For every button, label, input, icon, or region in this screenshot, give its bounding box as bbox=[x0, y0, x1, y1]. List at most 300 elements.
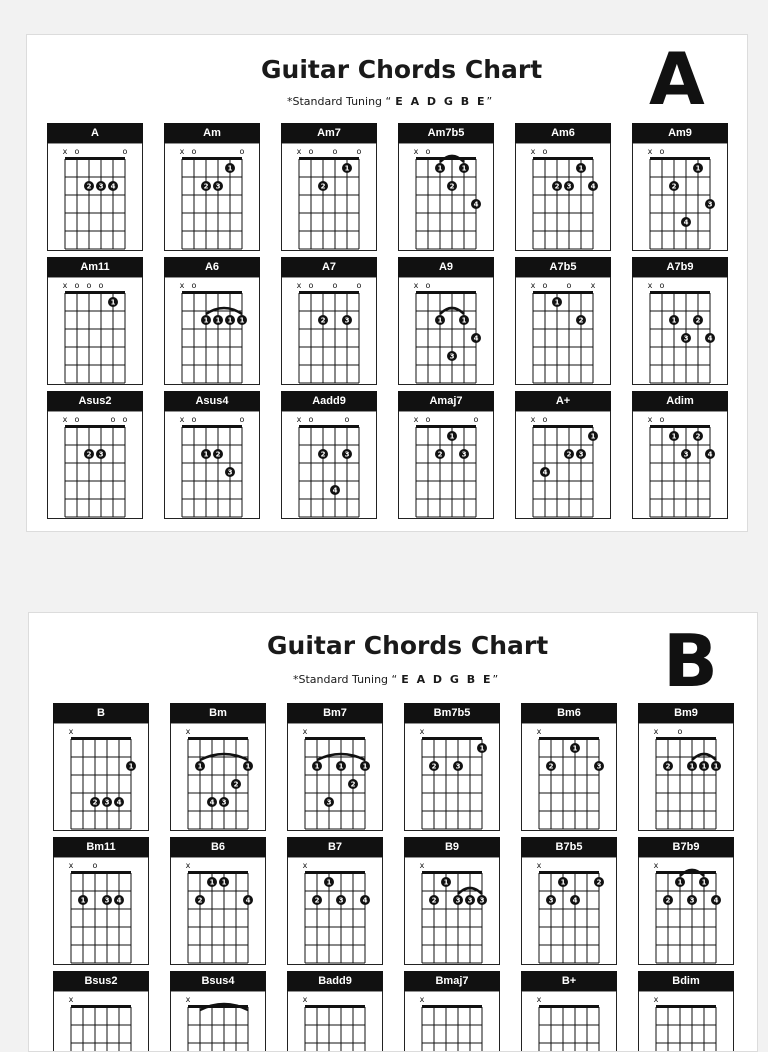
finger-number: 2 bbox=[548, 762, 554, 771]
chord-name: A6 bbox=[164, 257, 260, 277]
nut bbox=[533, 425, 593, 428]
chord-card bbox=[521, 837, 617, 965]
nut bbox=[422, 871, 482, 874]
chord-name: A7b5 bbox=[515, 257, 611, 277]
open-string-icon: o bbox=[74, 415, 80, 424]
nut bbox=[416, 425, 476, 428]
chord-name: Am7b5 bbox=[398, 123, 494, 143]
finger-number: 2 bbox=[596, 878, 602, 887]
muted-string-icon: x bbox=[536, 861, 542, 870]
nut bbox=[65, 425, 125, 428]
open-string-icon: o bbox=[98, 281, 104, 290]
open-string-icon: o bbox=[191, 415, 197, 424]
chord-name: Aadd9 bbox=[281, 391, 377, 411]
chord-card bbox=[515, 123, 611, 251]
finger-number: 1 bbox=[677, 878, 683, 887]
chord-card bbox=[398, 123, 494, 251]
finger-number: 1 bbox=[572, 744, 578, 753]
finger-number: 2 bbox=[314, 896, 320, 905]
finger-number: 3 bbox=[221, 798, 227, 807]
chord-diagram bbox=[287, 723, 383, 831]
chord-name: Bsus4 bbox=[170, 971, 266, 991]
chord-card bbox=[515, 391, 611, 519]
subtitle-suffix: ” bbox=[492, 673, 499, 686]
chord-diagram bbox=[638, 991, 734, 1052]
finger-number: 1 bbox=[671, 432, 677, 441]
chord-name: B bbox=[53, 703, 149, 723]
muted-string-icon: x bbox=[296, 281, 302, 290]
chord-card bbox=[164, 391, 260, 519]
chord-diagram bbox=[287, 991, 383, 1052]
finger-number: 1 bbox=[227, 316, 233, 325]
chord-name: Bm7b5 bbox=[404, 703, 500, 723]
finger-number: 2 bbox=[695, 432, 701, 441]
chord-diagram bbox=[47, 277, 143, 385]
tuning-notes: E A D G B E bbox=[395, 95, 487, 108]
finger-number: 2 bbox=[320, 450, 326, 459]
finger-number: 1 bbox=[245, 762, 251, 771]
chord-diagram bbox=[164, 277, 260, 385]
chord-card bbox=[170, 971, 266, 1052]
finger-number: 3 bbox=[449, 352, 455, 361]
nut bbox=[299, 425, 359, 428]
chord-name: B7b9 bbox=[638, 837, 734, 857]
muted-string-icon: x bbox=[419, 727, 425, 736]
chord-diagram bbox=[170, 991, 266, 1052]
muted-string-icon: x bbox=[536, 995, 542, 1004]
nut bbox=[650, 291, 710, 294]
open-string-icon: o bbox=[74, 147, 80, 156]
finger-number: 1 bbox=[197, 762, 203, 771]
chord-diagram bbox=[398, 411, 494, 519]
chord-name: A7 bbox=[281, 257, 377, 277]
chord-card bbox=[632, 257, 728, 385]
nut bbox=[182, 157, 242, 160]
finger-number: 2 bbox=[437, 450, 443, 459]
chord-diagram bbox=[53, 723, 149, 831]
chord-card bbox=[287, 703, 383, 831]
muted-string-icon: x bbox=[62, 281, 68, 290]
finger-number: 2 bbox=[431, 896, 437, 905]
muted-string-icon: x bbox=[647, 281, 653, 290]
nut bbox=[416, 291, 476, 294]
finger-number: 3 bbox=[104, 798, 110, 807]
chord-root-letter: B bbox=[663, 619, 718, 703]
finger-number: 3 bbox=[104, 896, 110, 905]
nut bbox=[533, 291, 593, 294]
chord-name: B7 bbox=[287, 837, 383, 857]
chord-name: Adim bbox=[632, 391, 728, 411]
finger-number: 3 bbox=[548, 896, 554, 905]
chord-diagram bbox=[404, 991, 500, 1052]
finger-number: 3 bbox=[326, 798, 332, 807]
chord-name: Bmaj7 bbox=[404, 971, 500, 991]
finger-number: 2 bbox=[215, 450, 221, 459]
finger-number: 2 bbox=[86, 450, 92, 459]
chord-name: B7b5 bbox=[521, 837, 617, 857]
chord-name: Badd9 bbox=[287, 971, 383, 991]
finger-number: 3 bbox=[578, 450, 584, 459]
nut bbox=[299, 291, 359, 294]
muted-string-icon: x bbox=[185, 995, 191, 1004]
finger-number: 1 bbox=[437, 316, 443, 325]
muted-string-icon: x bbox=[530, 281, 536, 290]
chord-name: Bm11 bbox=[53, 837, 149, 857]
chord-name: Bm9 bbox=[638, 703, 734, 723]
finger-number: 4 bbox=[473, 200, 479, 209]
open-string-icon: o bbox=[542, 281, 548, 290]
muted-string-icon: x bbox=[185, 861, 191, 870]
open-string-icon: o bbox=[308, 281, 314, 290]
chord-card bbox=[281, 257, 377, 385]
finger-number: 1 bbox=[128, 762, 134, 771]
finger-number: 3 bbox=[455, 762, 461, 771]
nut bbox=[65, 157, 125, 160]
chord-diagram bbox=[170, 723, 266, 831]
finger-number: 4 bbox=[116, 798, 122, 807]
chord-chart-sheet-b bbox=[28, 612, 758, 1052]
chord-card bbox=[404, 703, 500, 831]
finger-number: 4 bbox=[542, 468, 548, 477]
nut bbox=[182, 291, 242, 294]
muted-string-icon: x bbox=[302, 727, 308, 736]
chord-name: B+ bbox=[521, 971, 617, 991]
open-string-icon: o bbox=[239, 147, 245, 156]
finger-number: 3 bbox=[338, 896, 344, 905]
chord-card bbox=[515, 257, 611, 385]
chord-name: Asus2 bbox=[47, 391, 143, 411]
chord-name: B6 bbox=[170, 837, 266, 857]
finger-number: 1 bbox=[554, 298, 560, 307]
muted-string-icon: x bbox=[179, 415, 185, 424]
muted-string-icon: x bbox=[296, 147, 302, 156]
chord-name: A9 bbox=[398, 257, 494, 277]
chord-chart-sheet-a bbox=[26, 34, 748, 532]
open-string-icon: o bbox=[566, 281, 572, 290]
finger-number: 1 bbox=[227, 164, 233, 173]
finger-number: 1 bbox=[671, 316, 677, 325]
finger-number: 3 bbox=[455, 896, 461, 905]
chord-card bbox=[164, 123, 260, 251]
finger-number: 2 bbox=[203, 182, 209, 191]
muted-string-icon: x bbox=[302, 995, 308, 1004]
finger-number: 1 bbox=[209, 878, 215, 887]
chord-diagram bbox=[632, 143, 728, 251]
finger-number: 1 bbox=[239, 316, 245, 325]
chord-diagram bbox=[515, 411, 611, 519]
muted-string-icon: x bbox=[179, 281, 185, 290]
chord-card bbox=[632, 123, 728, 251]
chord-diagram bbox=[170, 857, 266, 965]
chord-card bbox=[53, 703, 149, 831]
nut bbox=[188, 737, 248, 740]
finger-number: 4 bbox=[590, 182, 596, 191]
chord-diagram bbox=[164, 411, 260, 519]
finger-number: 1 bbox=[590, 432, 596, 441]
open-string-icon: o bbox=[473, 415, 479, 424]
finger-number: 4 bbox=[110, 182, 116, 191]
chord-card bbox=[47, 257, 143, 385]
chord-diagram bbox=[53, 857, 149, 965]
muted-string-icon: x bbox=[296, 415, 302, 424]
open-string-icon: o bbox=[308, 147, 314, 156]
open-string-icon: o bbox=[356, 147, 362, 156]
chord-card bbox=[170, 837, 266, 965]
open-string-icon: o bbox=[92, 861, 98, 870]
nut bbox=[539, 737, 599, 740]
nut bbox=[422, 737, 482, 740]
subtitle-prefix: *Standard Tuning “ bbox=[287, 95, 392, 108]
muted-string-icon: x bbox=[62, 415, 68, 424]
chord-card bbox=[53, 837, 149, 965]
chord-card bbox=[170, 703, 266, 831]
chord-name: Bm6 bbox=[521, 703, 617, 723]
chord-card bbox=[53, 971, 149, 1052]
chord-diagram bbox=[404, 723, 500, 831]
finger-number: 1 bbox=[215, 316, 221, 325]
finger-number: 1 bbox=[449, 432, 455, 441]
finger-number: 1 bbox=[80, 896, 86, 905]
muted-string-icon: x bbox=[590, 281, 596, 290]
chord-name: Bdim bbox=[638, 971, 734, 991]
finger-number: 4 bbox=[713, 896, 719, 905]
finger-number: 3 bbox=[566, 182, 572, 191]
chord-diagram bbox=[632, 411, 728, 519]
muted-string-icon: x bbox=[179, 147, 185, 156]
finger-number: 2 bbox=[431, 762, 437, 771]
finger-number: 1 bbox=[314, 762, 320, 771]
chord-card bbox=[398, 257, 494, 385]
muted-string-icon: x bbox=[68, 727, 74, 736]
finger-number: 1 bbox=[695, 164, 701, 173]
chord-diagram bbox=[287, 857, 383, 965]
chord-diagram bbox=[47, 143, 143, 251]
chord-card bbox=[47, 391, 143, 519]
muted-string-icon: x bbox=[68, 995, 74, 1004]
nut bbox=[305, 1005, 365, 1008]
open-string-icon: o bbox=[344, 415, 350, 424]
finger-number: 1 bbox=[344, 164, 350, 173]
chord-name: Bm7 bbox=[287, 703, 383, 723]
chord-name: Am7 bbox=[281, 123, 377, 143]
finger-number: 2 bbox=[449, 182, 455, 191]
open-string-icon: o bbox=[659, 281, 665, 290]
chord-name: Bm bbox=[170, 703, 266, 723]
muted-string-icon: x bbox=[62, 147, 68, 156]
finger-number: 4 bbox=[362, 896, 368, 905]
finger-number: 1 bbox=[110, 298, 116, 307]
muted-string-icon: x bbox=[413, 281, 419, 290]
chord-name: A+ bbox=[515, 391, 611, 411]
chord-card bbox=[521, 971, 617, 1052]
finger-number: 4 bbox=[332, 486, 338, 495]
finger-number: 3 bbox=[467, 896, 473, 905]
muted-string-icon: x bbox=[647, 147, 653, 156]
chord-diagram bbox=[398, 143, 494, 251]
chord-card bbox=[404, 971, 500, 1052]
finger-number: 2 bbox=[233, 780, 239, 789]
finger-number: 1 bbox=[701, 762, 707, 771]
open-string-icon: o bbox=[356, 281, 362, 290]
finger-number: 2 bbox=[695, 316, 701, 325]
finger-number: 1 bbox=[578, 164, 584, 173]
finger-number: 1 bbox=[326, 878, 332, 887]
chord-card bbox=[287, 971, 383, 1052]
finger-number: 1 bbox=[689, 762, 695, 771]
finger-number: 2 bbox=[671, 182, 677, 191]
chord-card bbox=[47, 123, 143, 251]
open-string-icon: o bbox=[86, 281, 92, 290]
finger-number: 3 bbox=[215, 182, 221, 191]
subtitle-prefix: *Standard Tuning “ bbox=[293, 673, 398, 686]
finger-number: 2 bbox=[320, 316, 326, 325]
tuning-subtitle bbox=[293, 673, 498, 686]
muted-string-icon: x bbox=[185, 727, 191, 736]
finger-number: 4 bbox=[245, 896, 251, 905]
finger-number: 3 bbox=[344, 316, 350, 325]
chord-diagram bbox=[281, 277, 377, 385]
finger-number: 3 bbox=[461, 450, 467, 459]
chord-diagram bbox=[53, 991, 149, 1052]
open-string-icon: o bbox=[542, 147, 548, 156]
muted-string-icon: x bbox=[647, 415, 653, 424]
nut bbox=[299, 157, 359, 160]
nut bbox=[656, 1005, 716, 1008]
nut bbox=[182, 425, 242, 428]
open-string-icon: o bbox=[191, 281, 197, 290]
nut bbox=[305, 737, 365, 740]
chord-name: Am6 bbox=[515, 123, 611, 143]
finger-number: 2 bbox=[350, 780, 356, 789]
chord-diagram bbox=[515, 143, 611, 251]
finger-number: 1 bbox=[701, 878, 707, 887]
finger-number: 4 bbox=[116, 896, 122, 905]
chord-diagram bbox=[515, 277, 611, 385]
chord-card bbox=[521, 703, 617, 831]
nut bbox=[650, 425, 710, 428]
chord-card bbox=[281, 391, 377, 519]
finger-number: 2 bbox=[92, 798, 98, 807]
tuning-notes: E A D G B E bbox=[401, 673, 493, 686]
finger-number: 4 bbox=[572, 896, 578, 905]
chord-card bbox=[638, 837, 734, 965]
chord-card bbox=[287, 837, 383, 965]
open-string-icon: o bbox=[74, 281, 80, 290]
finger-number: 2 bbox=[554, 182, 560, 191]
finger-number: 3 bbox=[227, 468, 233, 477]
chord-diagram bbox=[521, 723, 617, 831]
chord-diagram bbox=[47, 411, 143, 519]
open-string-icon: o bbox=[332, 147, 338, 156]
finger-number: 2 bbox=[320, 182, 326, 191]
finger-number: 2 bbox=[86, 182, 92, 191]
muted-string-icon: x bbox=[413, 147, 419, 156]
chord-card bbox=[398, 391, 494, 519]
page-title: Guitar Chords Chart bbox=[267, 631, 549, 660]
nut bbox=[188, 871, 248, 874]
finger-number: 4 bbox=[707, 334, 713, 343]
nut bbox=[650, 157, 710, 160]
chord-card bbox=[404, 837, 500, 965]
finger-number: 1 bbox=[443, 878, 449, 887]
chord-diagram bbox=[404, 857, 500, 965]
open-string-icon: o bbox=[425, 415, 431, 424]
muted-string-icon: x bbox=[413, 415, 419, 424]
nut bbox=[305, 871, 365, 874]
finger-number: 2 bbox=[197, 896, 203, 905]
chord-name: A7b9 bbox=[632, 257, 728, 277]
finger-number: 1 bbox=[437, 164, 443, 173]
chord-diagram bbox=[632, 277, 728, 385]
chord-name: A bbox=[47, 123, 143, 143]
chord-card bbox=[632, 391, 728, 519]
chord-name: Am bbox=[164, 123, 260, 143]
finger-number: 1 bbox=[221, 878, 227, 887]
chord-root-letter: A bbox=[649, 37, 705, 121]
finger-number: 1 bbox=[461, 164, 467, 173]
finger-number: 2 bbox=[665, 762, 671, 771]
chord-name: Am9 bbox=[632, 123, 728, 143]
chord-diagram bbox=[521, 991, 617, 1052]
finger-number: 3 bbox=[683, 334, 689, 343]
finger-number: 2 bbox=[665, 896, 671, 905]
finger-number: 3 bbox=[707, 200, 713, 209]
finger-number: 3 bbox=[596, 762, 602, 771]
finger-number: 1 bbox=[479, 744, 485, 753]
chord-name: B9 bbox=[404, 837, 500, 857]
chord-diagram bbox=[398, 277, 494, 385]
chord-diagram bbox=[164, 143, 260, 251]
nut bbox=[71, 871, 131, 874]
nut bbox=[539, 871, 599, 874]
chord-diagram bbox=[281, 411, 377, 519]
muted-string-icon: x bbox=[530, 415, 536, 424]
finger-number: 3 bbox=[689, 896, 695, 905]
chord-diagram bbox=[521, 857, 617, 965]
nut bbox=[422, 1005, 482, 1008]
finger-number: 3 bbox=[683, 450, 689, 459]
muted-string-icon: x bbox=[419, 995, 425, 1004]
finger-number: 4 bbox=[683, 218, 689, 227]
open-string-icon: o bbox=[122, 147, 128, 156]
chord-diagram bbox=[638, 723, 734, 831]
chord-name: Bsus2 bbox=[53, 971, 149, 991]
nut bbox=[71, 737, 131, 740]
tuning-subtitle bbox=[287, 95, 492, 108]
finger-number: 1 bbox=[362, 762, 368, 771]
finger-number: 3 bbox=[98, 182, 104, 191]
muted-string-icon: x bbox=[68, 861, 74, 870]
finger-number: 1 bbox=[713, 762, 719, 771]
open-string-icon: o bbox=[659, 147, 665, 156]
nut bbox=[533, 157, 593, 160]
chord-card bbox=[164, 257, 260, 385]
finger-number: 4 bbox=[473, 334, 479, 343]
finger-number: 2 bbox=[578, 316, 584, 325]
open-string-icon: o bbox=[308, 415, 314, 424]
open-string-icon: o bbox=[332, 281, 338, 290]
nut bbox=[656, 737, 716, 740]
open-string-icon: o bbox=[425, 147, 431, 156]
nut bbox=[71, 1005, 131, 1008]
finger-number: 1 bbox=[560, 878, 566, 887]
subtitle-suffix: ” bbox=[486, 95, 493, 108]
open-string-icon: o bbox=[122, 415, 128, 424]
nut bbox=[65, 291, 125, 294]
muted-string-icon: x bbox=[653, 995, 659, 1004]
open-string-icon: o bbox=[425, 281, 431, 290]
finger-number: 1 bbox=[203, 450, 209, 459]
